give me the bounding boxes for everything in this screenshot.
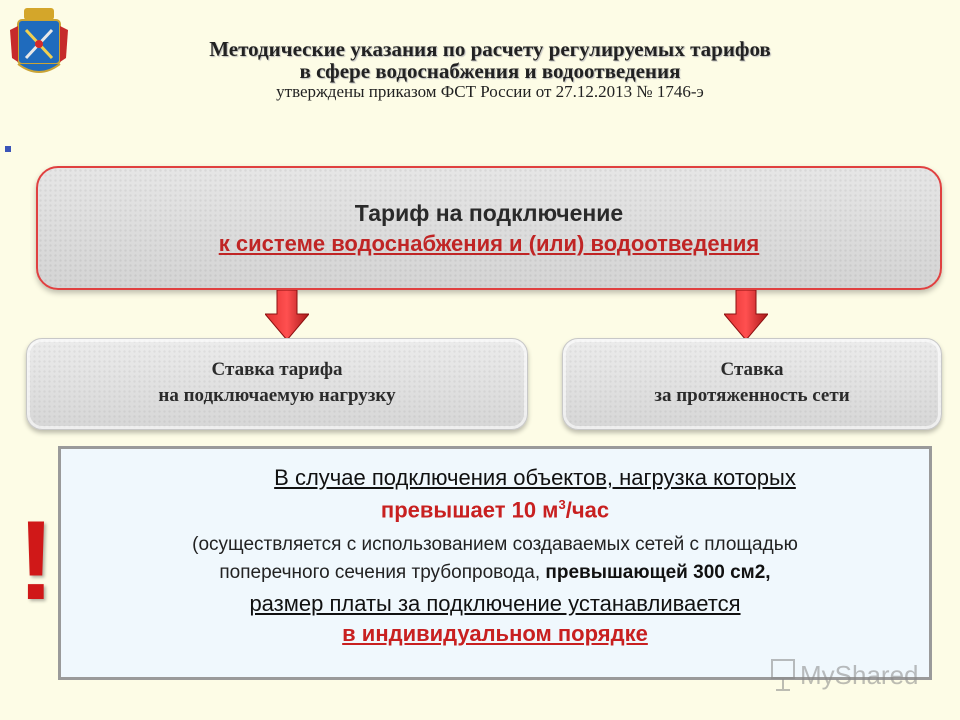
info-line-5: размер платы за подключение устанавливается — [249, 591, 741, 617]
main-box-line-2: к системе водоснабжения и (или) водоотведения — [218, 231, 760, 256]
info-line-4 — [61, 559, 929, 587]
title-line-1: Методические указания по расчету регулируемых тарифов — [209, 37, 771, 61]
info-line-1-text: В случае подключения объектов, нагрузка которых — [274, 465, 796, 490]
coat-of-arms-logo — [8, 4, 70, 78]
right-box-line-1: Ставка — [720, 359, 784, 380]
info-line-2 — [61, 497, 929, 523]
exclamation-icon: ! — [17, 498, 55, 623]
main-box-line-1: Тариф на подключение — [354, 200, 624, 226]
left-box-line-1: Ставка тарифа — [211, 359, 343, 380]
down-arrow-icon — [265, 290, 309, 340]
info-line-2-prefix: превышает 10 м — [380, 497, 559, 523]
subtitle: утверждены приказом ФСТ России от 27.12.2013 № 1746-э — [276, 82, 704, 101]
presentation-icon — [770, 658, 796, 692]
network-length-rate-box — [562, 338, 942, 430]
tariff-main-box — [36, 166, 942, 290]
info-line-2-suffix: /час — [565, 497, 610, 523]
info-line-2-sup: 3 — [558, 497, 566, 512]
individual-order-info-box — [58, 446, 932, 680]
info-line-3: (осуществляется с использованием создаваемых сетей с площадью — [192, 534, 798, 556]
header — [70, 38, 910, 102]
info-line-4-bold: превышающей 300 см2, — [545, 562, 771, 584]
title-line-2: в сфере водоснабжения и водоотведения — [299, 59, 681, 83]
watermark-text: MyShared — [800, 660, 919, 690]
down-arrow-icon — [724, 290, 768, 340]
connected-load-rate-box — [26, 338, 528, 430]
info-line-1 — [61, 465, 929, 491]
info-line-4-regular: поперечного сечения трубопровода, — [219, 562, 541, 584]
info-line-6: в индивидуальном порядке — [342, 621, 648, 647]
bullet-marker — [5, 146, 11, 152]
left-box-line-2: на подключаемую нагрузку — [158, 385, 396, 406]
watermark — [770, 656, 940, 696]
right-box-line-2: за протяженность сети — [654, 385, 850, 406]
